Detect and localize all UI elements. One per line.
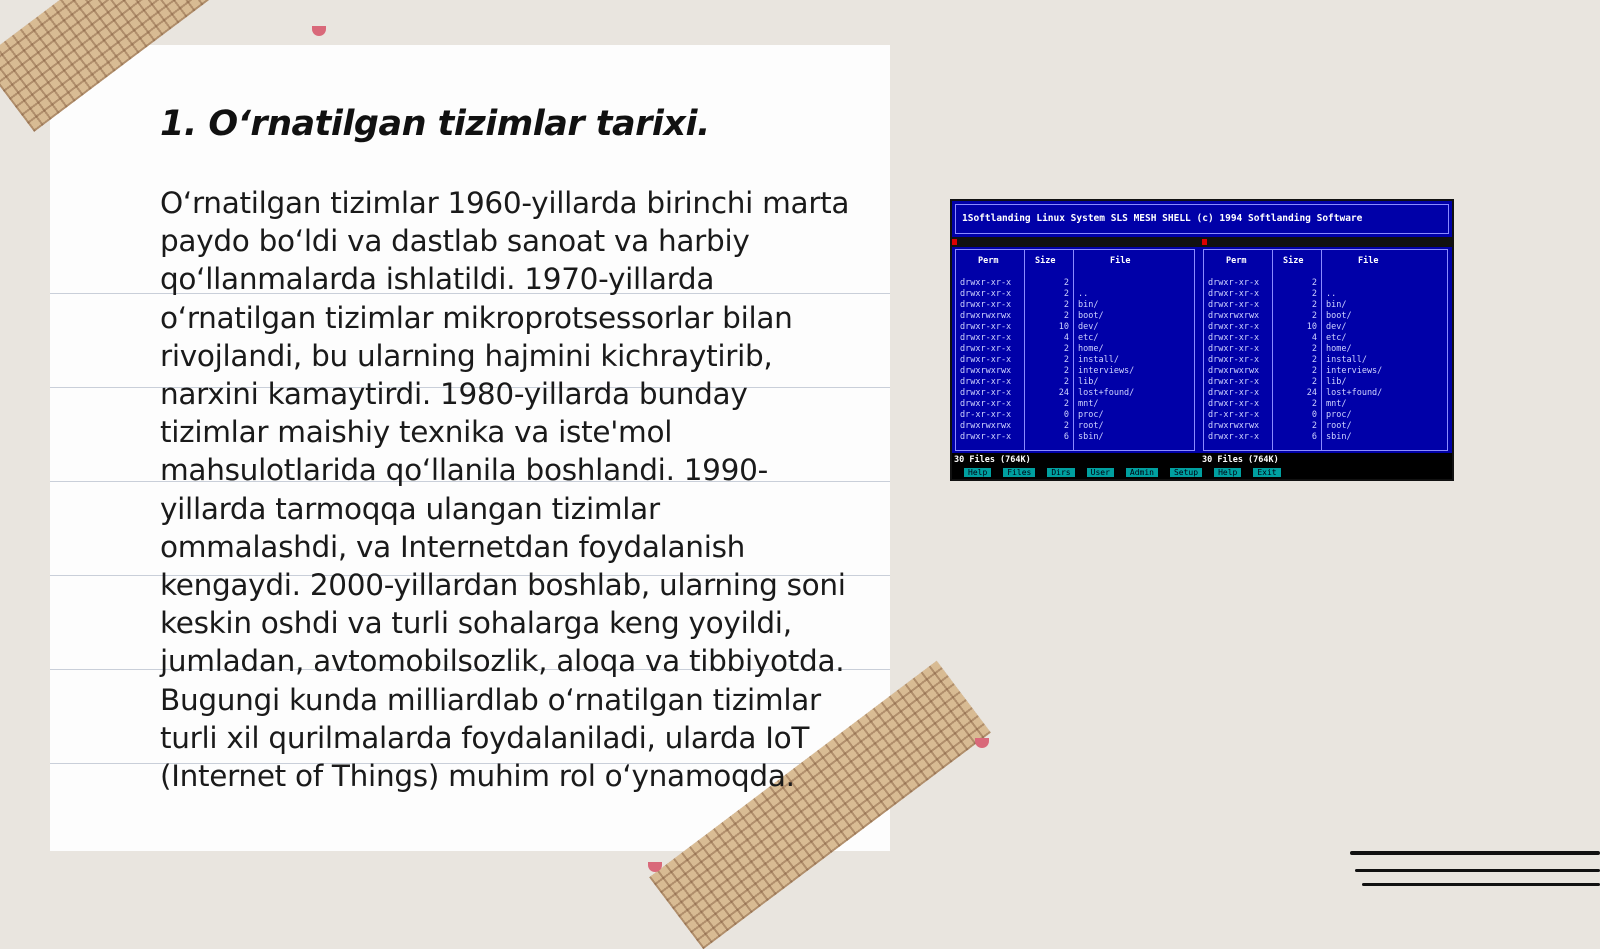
left-status: 30 Files (764K)	[954, 455, 1031, 465]
size-header: Size	[1283, 256, 1304, 266]
right-file-panel	[1203, 249, 1448, 451]
perm-column	[1204, 250, 1273, 450]
file-header: File	[1358, 256, 1379, 266]
slide-title: 1. O‘rnatilgan tizimlar tarixi.	[160, 104, 710, 144]
key-setup: Setup	[1170, 468, 1202, 477]
pin-decoration	[975, 738, 989, 748]
key-user: User	[1087, 468, 1114, 477]
scribble-line	[1362, 883, 1600, 886]
key-admin: Admin	[1126, 468, 1158, 477]
function-keys	[964, 468, 1281, 477]
marker-icon	[952, 239, 957, 245]
file-column	[1322, 250, 1446, 450]
file-rows: .. bin/ boot/ dev/ etc/ home/ install/ interviews/ lib/ lost+found/ mnt/ proc/ root/ sbin/	[1326, 289, 1383, 442]
pin-decoration	[312, 26, 326, 36]
key-exit: Exit	[1253, 468, 1280, 477]
perm-header: Perm	[978, 256, 999, 266]
key-files: Files	[1003, 468, 1035, 477]
perm-rows: drwxr-xr-x drwxr-xr-x drwxr-xr-x drwxrwxrwx drwxr-xr-x drwxr-xr-x drwxr-xr-x drwxr-xr-x drwxrwxrwx drwxr-xr-x drwxr-xr-x drwxr-xr-x dr-xr-xr-x drwxrwxrwx drwxr-xr-x	[1208, 278, 1260, 442]
key-help: Help	[964, 468, 991, 477]
perm-header: Perm	[1226, 256, 1247, 266]
size-column	[1025, 250, 1074, 450]
size-rows: 2 2 2 2 10 4 2 2 2 2 24 2 0 2 6	[1058, 278, 1069, 442]
scribble-line	[1350, 851, 1600, 855]
size-header: Size	[1035, 256, 1056, 266]
terminal-status-bar	[952, 453, 1452, 479]
right-status: 30 Files (764K)	[1202, 455, 1279, 465]
size-rows: 2 2 2 2 10 4 2 2 2 2 24 2 0 2 6	[1306, 278, 1317, 442]
terminal-header: 1Softlanding Linux System SLS MESH SHELL (c) 1994 Softlanding Software	[955, 204, 1449, 234]
file-column	[1074, 250, 1193, 450]
key-help-2: Help	[1214, 468, 1241, 477]
size-column	[1273, 250, 1322, 450]
left-file-panel	[955, 249, 1195, 451]
scribble-line	[1355, 869, 1600, 872]
perm-rows: drwxr-xr-x drwxr-xr-x drwxr-xr-x drwxrwxrwx drwxr-xr-x drwxr-xr-x drwxr-xr-x drwxr-xr-x drwxrwxrwx drwxr-xr-x drwxr-xr-x drwxr-xr-x dr-xr-xr-x drwxrwxrwx drwxr-xr-x	[960, 278, 1012, 442]
perm-column	[956, 250, 1025, 450]
slide-body-text: O‘rnatilgan tizimlar 1960-yillarda birinchi marta paydo bo‘ldi va dastlab sanoat va harbiy qo‘llanmalarda ishlatildi. 1970-yillarda o‘rnatilgan tizimlar mikroprotsessorlar bilan rivojlandi, bu ularning hajmini kichraytirib, narxini kamaytirdi. 1980-yillarda bunday tizimlar maishiy texnika va iste'mol mahsulotlarida qo‘llanila boshlandi. 1990-yillarda tarmoqqa ulangan tizimlar ommalashdi, va Internetdan foydalanish kengaydi. 2000-yillardan boshlab, ularning soni keskin oshdi va turli sohalarga keng yoyildi, jumladan, avtomobilsozlik, aloqa va tibbiyotda. Bugungi kunda milliardlab o‘rnatilgan tizimlar turli xil qurilmalarda foydalaniladi, ularda IoT (Internet of Things) muhim rol o‘ynamoqda.	[160, 186, 850, 794]
marker-icon	[1202, 239, 1207, 245]
terminal-screenshot	[950, 199, 1454, 481]
file-rows: .. bin/ boot/ dev/ etc/ home/ install/ interviews/ lib/ lost+found/ mnt/ proc/ root/ sbin/	[1078, 289, 1135, 442]
terminal-divider-bar	[952, 237, 1452, 247]
key-dirs: Dirs	[1047, 468, 1074, 477]
file-header: File	[1110, 256, 1131, 266]
